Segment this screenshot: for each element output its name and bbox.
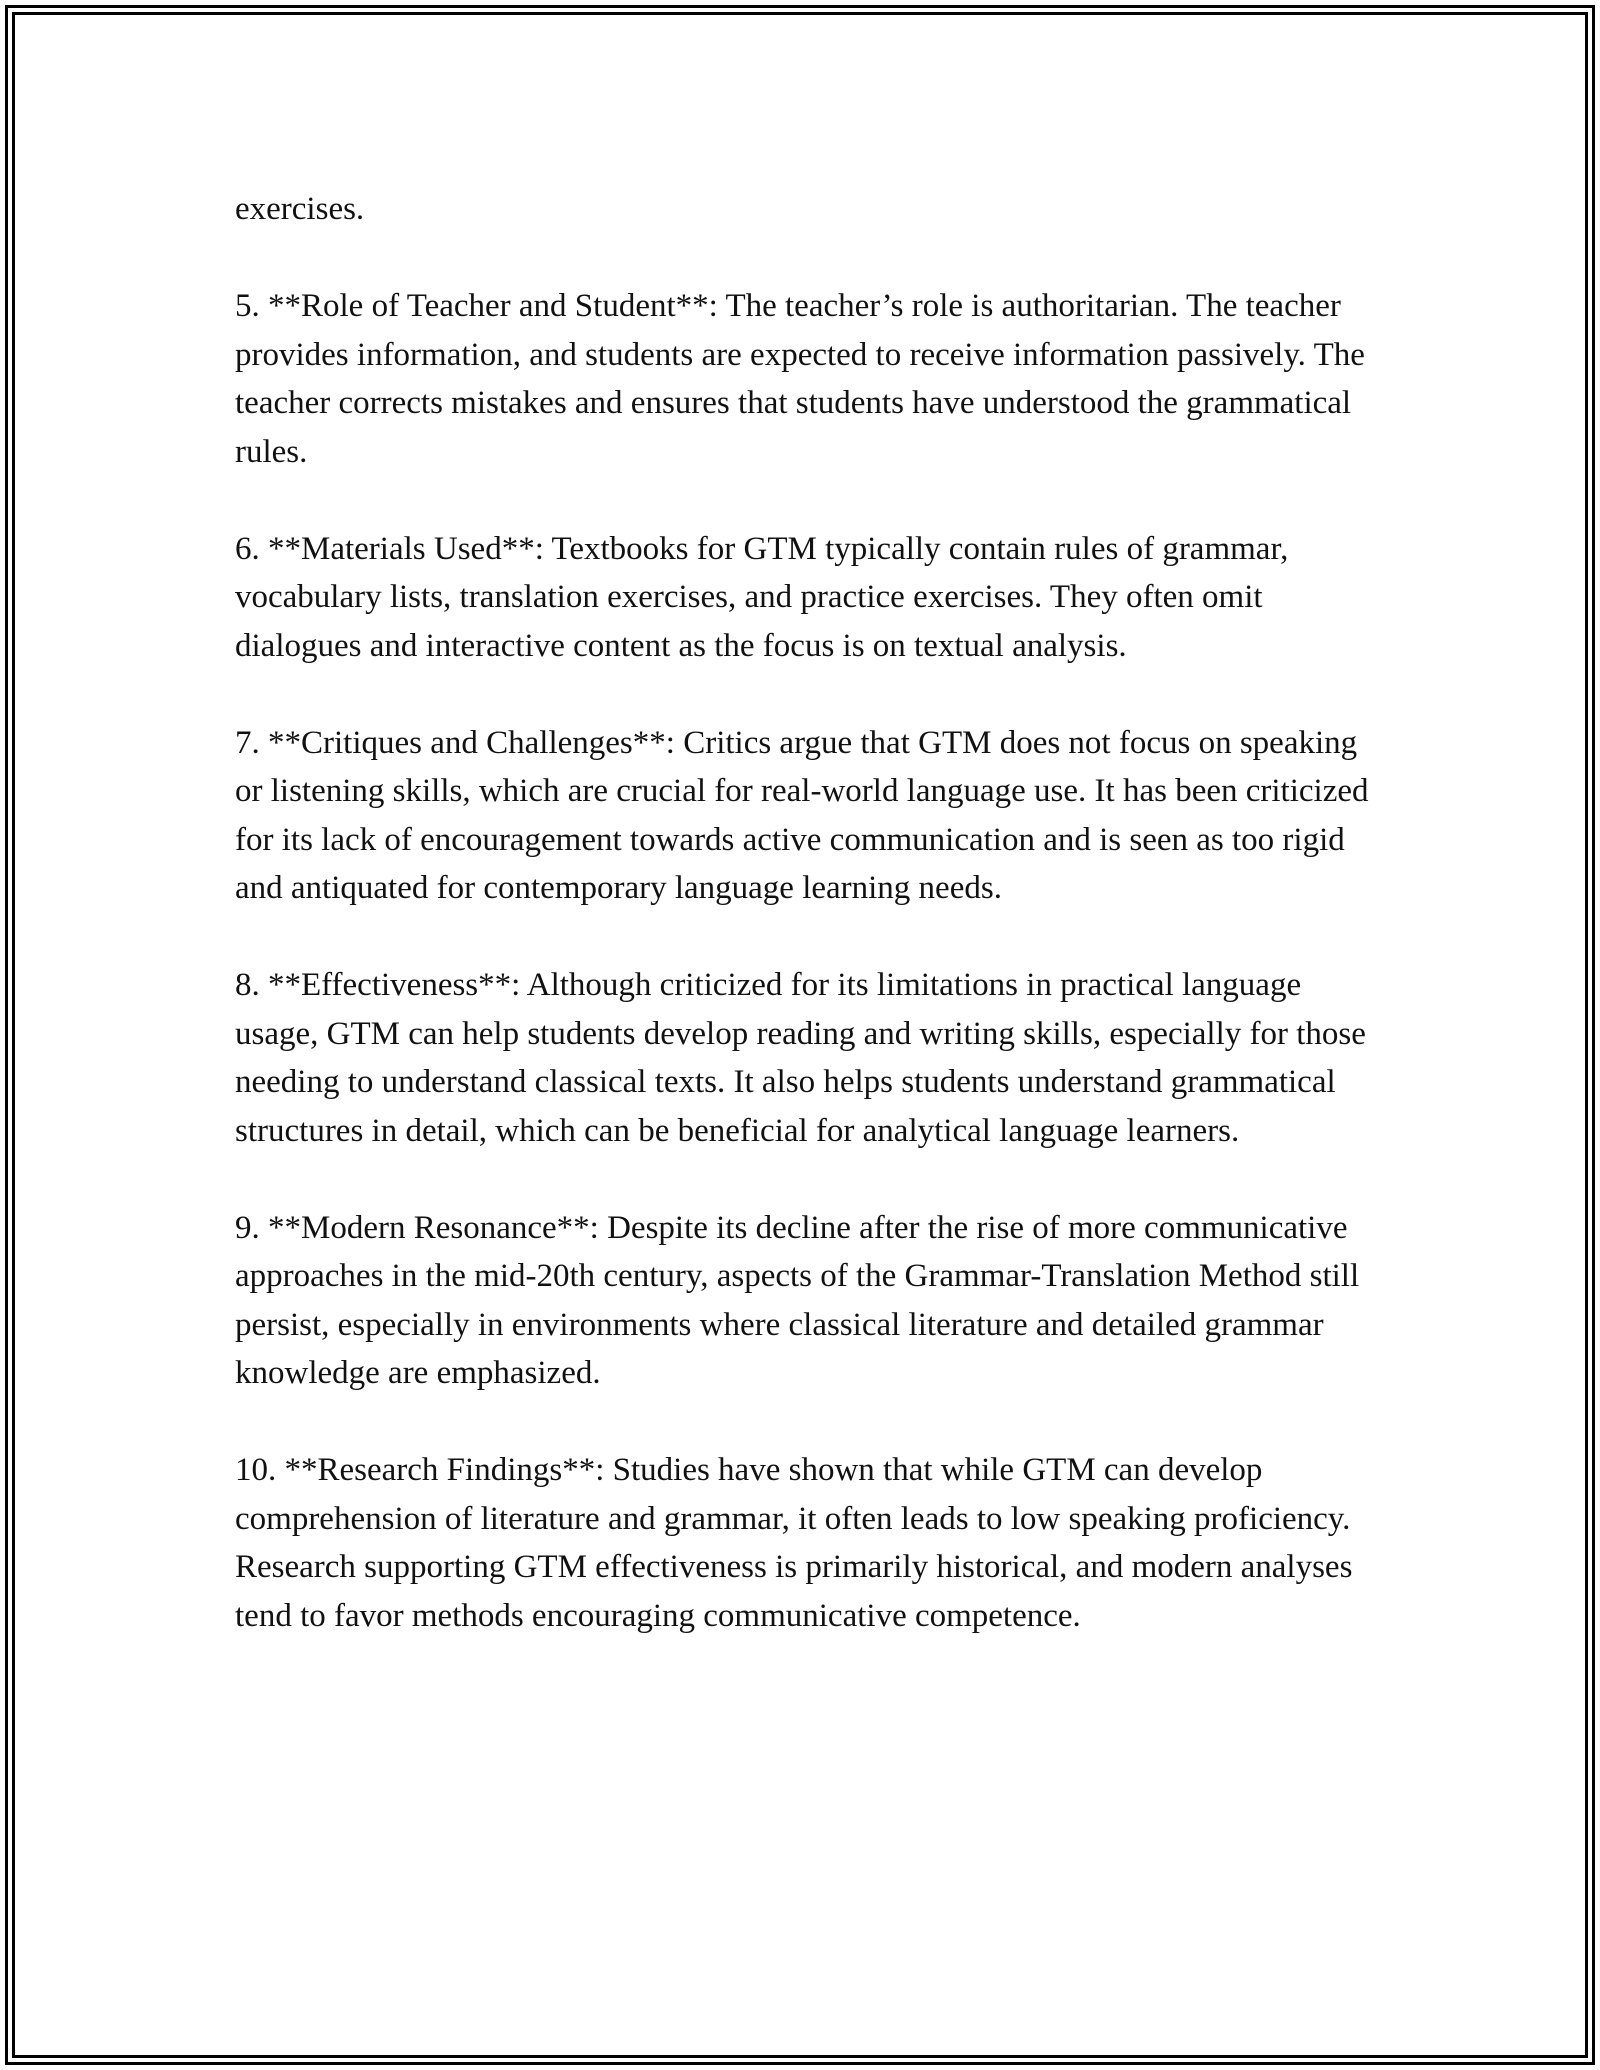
paragraph-continuation: exercises. [235, 191, 365, 227]
document-body [235, 185, 1375, 1689]
paragraph-critiques-and-challenges: 7. **Critiques and Challenges**: Critics argue that GTM does not focus on speaking or listening skills, which are crucial for real-world language use. It has been criticized for its lack of encouragement towards active communication and is seen as too rigid and antiquated for contemporary language learning needs. [235, 724, 1369, 906]
paragraph-effectiveness: 8. **Effectiveness**: Although criticized for its limitations in practical language usage, GTM can help students develop reading and writing skills, especially for those needing to understand classical texts. It also helps students understand grammatical structures in detail, which can be beneficial for analytical language learners. [235, 967, 1366, 1149]
paragraph-materials-used: 6. **Materials Used**: Textbooks for GTM typically contain rules of grammar, vocabulary lists, translation exercises, and practice exercises. They often omit dialogues and interactive content as the focus is on textual analysis. [235, 530, 1289, 664]
paragraph-modern-resonance: 9. **Modern Resonance**: Despite its decline after the rise of more communicative approaches in the mid-20th century, aspects of the Grammar-Translation Method still persist, especially in environments where classical literature and detailed grammar knowledge are emphasized. [235, 1209, 1360, 1391]
paragraph-role-of-teacher-and-student: 5. **Role of Teacher and Student**: The teacher’s role is authoritarian. The teacher provides information, and students are expected to receive information passively. The teacher corrects mistakes and ensures that students have understood the grammatical rules. [235, 288, 1365, 470]
paragraph-research-findings: 10. **Research Findings**: Studies have shown that while GTM can develop comprehension of literature and grammar, it often leads to low speaking proficiency. Research supporting GTM effectiveness is primarily historical, and modern analyses tend to favor methods encouraging communicative competence. [235, 1452, 1353, 1634]
